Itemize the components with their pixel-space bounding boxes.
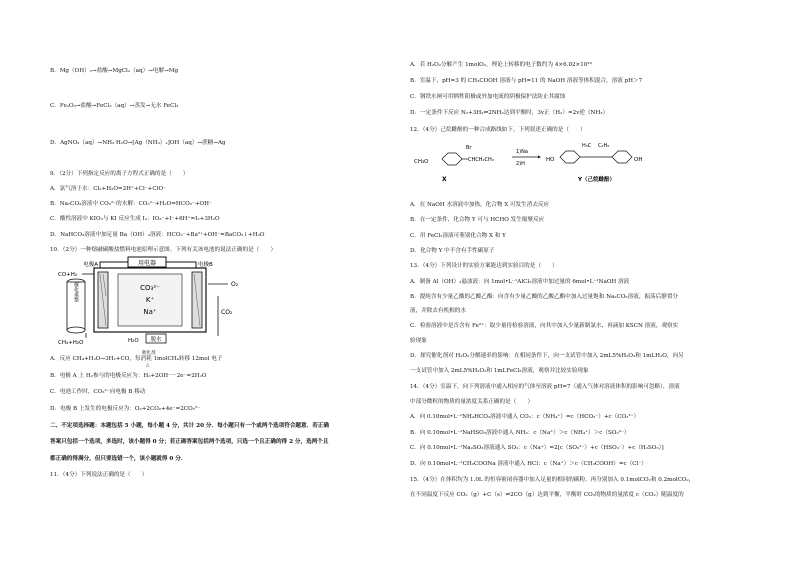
ch4-h2o-label: CH₄+H₂O [58, 340, 84, 346]
ion-na: Na⁺ [143, 308, 157, 316]
x-benzene-ring [442, 153, 462, 165]
ion-k: K⁺ [145, 296, 155, 304]
q15-stem-line1: 15．（4分）在体积均为 1.0L 的恒容密闭容器中加入足量的相同的碳粉，再分别加入 0.1molCO₂和 0.2molCO₂， [410, 477, 695, 483]
q13-option-b-line2: 液，并除去有机相的水 [410, 308, 466, 314]
y-oh: OH [634, 157, 643, 163]
heat-condition: △ [146, 363, 150, 368]
section2-line3: 都正确的得满分，但只要选错一个，该小题就得 0 分． [50, 456, 187, 462]
ion-co3: CO₃²⁻ [140, 284, 160, 292]
synthesis-scheme [414, 139, 654, 187]
q12-option-c: C．用 FeCl₃溶液可鉴别化合物 X 和 Y [410, 233, 506, 239]
q13-option-c-line1: C．检验溶液中是否含有 Fe²⁺：取少量待检验溶液，向其中加入少量新制氯水，再滴加 KSCN 溶液，观察实 [410, 323, 679, 329]
q12-option-d: D．化合物 Y 中不含有手性碳原子 [410, 248, 495, 254]
y-ring-left [560, 151, 580, 163]
co2-label: CO₂ [221, 309, 233, 316]
reagent-2: 2)H [516, 161, 525, 167]
q13-stem: 13．（4分）下列设计的实验方案能达到实验目的是（ ） [410, 263, 558, 269]
h2o-label: H₂O [128, 338, 139, 344]
label-x: X [442, 176, 447, 183]
q8-option-d: D．AgNO₃（aq）→NH₃·H₂O→[Ag（NH₃）₂]OH（aq）→蔗糖→Ag [50, 140, 226, 146]
y-ho: HO [546, 157, 555, 163]
y-h3c: H₃C [582, 143, 592, 149]
electrode-a-label: 电极A [83, 262, 98, 268]
x-chain: CHCH₂CH₃ [468, 157, 494, 163]
q12-stem: 12．（4分）己烷雌酚的一种合成路线如下，下列叙述正确的是（ ） [410, 127, 586, 133]
q9-option-a: A．氯气溶于水：Cl₂+H₂O=2H⁺+Cl⁻+ClO⁻ [50, 186, 166, 192]
reformer-label: 催化重整 [73, 282, 79, 302]
q11-option-c: C．钢铁水闸可用牺牲阳极或外加电流的阴极保护法防止其腐蚀 [410, 94, 566, 100]
q14-stem-line2: 中部分微粒的物质的量浓度关系正确的是（ ） [410, 399, 534, 405]
q9-option-b: B．Na₂CO₃溶液中 CO₃²⁻的水解：CO₃²⁻+H₂O=HCO₃⁻+OH⁻ [50, 201, 212, 207]
q10-option-c: C．电池工作时，CO₃²⁻向电极 B 移动 [50, 389, 146, 395]
q12-option-b: B．在一定条件，化合物 Y 可与 HCHO 发生缩聚反应 [410, 217, 545, 223]
q13-option-d-line2: 一支试管中加入 2mL5%H₂O₂和 1mLFeCl₃溶液，观察并比较实验现象 [410, 368, 589, 374]
q11-option-a: A．若 H₂O₂分解产生 1molO₂，理论上转移的电子数约为 4×6.02×10²³ [410, 62, 592, 68]
q11-option-d: D．一定条件下反应 N₂+3H₂⇌2NH₃达到平衡时，3v正（H₂）=2v逆（NH₃） [410, 110, 609, 116]
electrode-b-label: 电极B [198, 262, 213, 268]
o2-label: O₂ [231, 281, 239, 288]
section2-line2: 答案只包括一个选项，多选时，该小题得 0 分；若正确答案包括两个选项，只选一个且正确的得 2 分，选两个且 [50, 439, 329, 445]
x-br: Br [466, 145, 472, 151]
section2-line1: 二、不定项选择题：本题包括 5 小题，每小题 4 分，共计 20 分．每小题只有一个或两个选项符合题意．若正确 [50, 423, 329, 429]
q14-option-b: B．向 0.10mol•L⁻¹NaHSO₃溶液中通入 NH₃：c（Na⁺）＞c（NH₄⁺）＞c（SO₃²⁻） [410, 430, 630, 436]
y-ring-right [612, 151, 632, 163]
q11-stem: 11．（4分）下列说法正确的是（ ） [50, 472, 148, 478]
q9-option-d: D．NaHCO₃溶液中加足量 Ba（OH）₂溶液：HCO₃⁻+Ba²⁺+OH⁻=BaCO₃↓+H₂O [50, 232, 265, 238]
q9-stem: 9．（2分）下列指定反应的离子方程式正确的是（ ） [50, 171, 189, 177]
reagent-1: 1)Na [516, 149, 528, 155]
q14-option-d: D．向 0.10mol•L⁻¹CH₃COONa 溶液中通入 HCl：c（Na⁺）＞c（CH₃COOH）=c（Cl⁻） [410, 461, 647, 467]
catalyst-condition: 催化剂 [142, 351, 156, 356]
co-h2-label: CO+H₂ [58, 272, 78, 278]
q11-option-b: B．室温下，pH=3 的 CH₃COOH 溶液与 pH=11 的 NaOH 溶液等体积混合，溶液 pH＞7 [410, 78, 643, 84]
q8-option-c: C．Fe₂O₃→盐酸→FeCl₃（aq）→蒸发→无水 FeCl₃ [50, 103, 179, 109]
q10-stem: 10．（2分）一种熔融碳酸盐燃料电池原理示意图。下列有关该电池的说法正确的是（ ） [50, 247, 277, 253]
q13-option-d-line1: D．探究催化剂对 H₂O₂分解速率的影响：在相同条件下，向一支试管中加入 2mL5%H₂O₂和 1mLH₂O，向另 [410, 353, 684, 359]
label-y: Y（己烷雌酚） [578, 177, 615, 183]
y-c2h5: C₂H₅ [598, 143, 610, 149]
q8-option-b: B．Mg（OH）₂→盐酸→MgCl₂（aq）→电解→Mg [50, 68, 179, 74]
q12-option-a: A．在 NaOH 水溶液中加热，化合物 X 可发生消去反应 [410, 202, 550, 208]
drain-label: 脱水 [150, 337, 162, 343]
q13-option-a: A．制备 Al（OH）₃悬浊液：向 1mol•L⁻¹AlCl₃溶液中加过量的 6mol•L⁻¹NaOH 溶液 [410, 279, 630, 285]
q13-option-b-line1: B．提纯含有少量乙酸的乙酸乙酯：向含有少量乙酸的乙酸乙酯中加入过量饱和 Na₂CO₃溶液，振荡后静置分 [410, 294, 679, 300]
fuel-cell-diagram [58, 256, 258, 352]
q14-stem-line1: 14．（4分）室温下，向下列溶液中通入相应的气体至溶液 pH=7（通入气体对溶液体积的影响可忽略），溶液 [410, 384, 680, 390]
x-ch3o: CH₃O [414, 159, 429, 165]
q15-stem-line2: 在不同温度下反应 CO₂（g）+C（s）⇌2CO（g）达到平衡，平衡时 CO₂的物质的量浓度 c（CO₂）随温度的 [410, 492, 684, 498]
q9-option-c: C．酸性溶液中 KIO₃与 KI 反应生成 I₂：IO₃⁻+I⁻+6H⁺=I₂+3H₂O [50, 216, 220, 222]
q13-option-c-line2: 验现象 [410, 338, 427, 344]
q14-option-a: A．向 0.10mol•L⁻¹NH₄HCO₃溶液中通入 CO₂：c（NH₄⁺）=c（HCO₃⁻）+c（CO₃²⁻） [410, 414, 640, 420]
q14-option-c: C．向 0.10mol•L⁻¹Na₂SO₃溶液通入 SO₂：c（Na⁺）=2[c（SO₃²⁻）+c（HSO₃⁻）+c（H₂SO₃）] [410, 445, 664, 451]
q10-option-d: D．电极 B 上发生的电极反应为：O₂+2CO₂+4e⁻=2CO₃²⁻ [50, 406, 201, 412]
q10-option-b: B．电极 A 上 H₂参与的电极反应为：H₂+2OH⁻－2e⁻=2H₂O [50, 373, 207, 379]
q10-option-a: A．反应 CH₄+H₂O→3H₂+CO，每消耗 1molCH₄转移 12mol 电子 催化剂 △ [50, 351, 223, 368]
device-label: 用电器 [137, 260, 157, 267]
